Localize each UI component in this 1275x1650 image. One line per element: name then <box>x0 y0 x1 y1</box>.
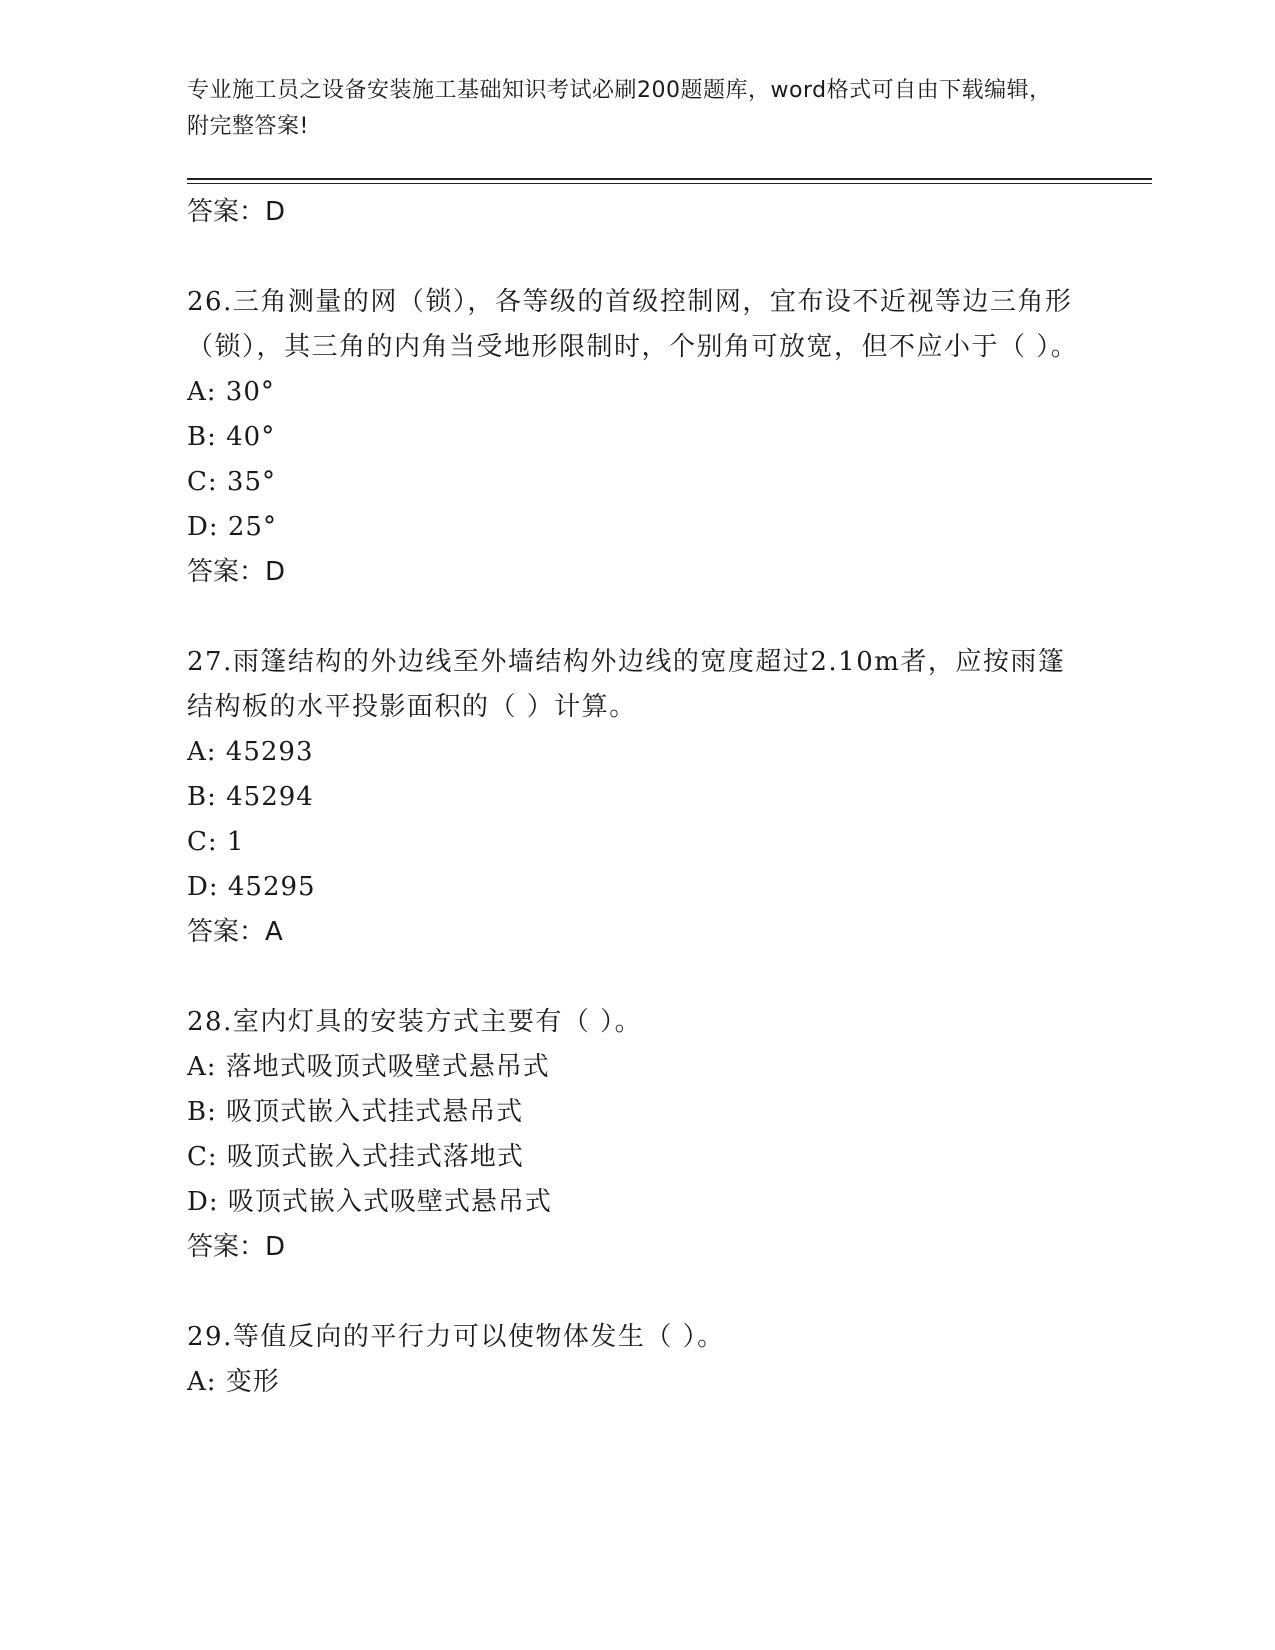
question-block <box>187 1315 1087 1405</box>
option-a: A: 45293 <box>187 737 314 767</box>
question-text: 28.室内灯具的安装方式主要有（ ）。 <box>187 1007 643 1037</box>
option-a: A: 30° <box>187 377 275 407</box>
option-c: C: 1 <box>187 827 245 857</box>
question-text: 27.雨篷结构的外边线至外墙结构外边线的宽度超过2.10m者，应按雨篷结构板的水平投影面积的（ ）计算。 <box>187 647 1066 722</box>
answer-line: 答案：D <box>187 1232 286 1262</box>
option-a: A: 变形 <box>187 1367 280 1397</box>
option-c: C: 35° <box>187 467 277 497</box>
answer-line: 答案：A <box>187 917 283 947</box>
option-b: B: 吸顶式嵌入式挂式悬吊式 <box>187 1097 524 1127</box>
option-a: A: 落地式吸顶式吸壁式悬吊式 <box>187 1052 550 1082</box>
question-text: 26.三角测量的网（锁），各等级的首级控制网，宜布设不近视等边三角形（锁），其三角的内角当受地形限制时，个别角可放宽，但不应小于（ ）。 <box>187 287 1079 362</box>
question-block <box>187 1000 1087 1270</box>
header-rule-thin <box>187 183 1152 184</box>
option-d: D: 45295 <box>187 872 316 902</box>
document-header: 专业施工员之设备安装施工基础知识考试必刷200题题库，word格式可自由下载编辑，附完整答案! <box>187 78 1052 139</box>
option-b: B: 40° <box>187 422 276 452</box>
answer-line: 答案：D <box>187 557 286 587</box>
option-b: B: 45294 <box>187 782 314 812</box>
option-d: D: 吸顶式嵌入式吸壁式悬吊式 <box>187 1187 552 1217</box>
document-body <box>187 190 1087 1405</box>
question-text: 29.等值反向的平行力可以使物体发生（ ）。 <box>187 1322 725 1352</box>
answer-line: 答案：D <box>187 197 286 227</box>
option-d: D: 25° <box>187 512 277 542</box>
question-block <box>187 640 1087 955</box>
option-c: C: 吸顶式嵌入式挂式落地式 <box>187 1142 524 1172</box>
header-rule <box>187 178 1152 180</box>
question-block <box>187 280 1087 595</box>
